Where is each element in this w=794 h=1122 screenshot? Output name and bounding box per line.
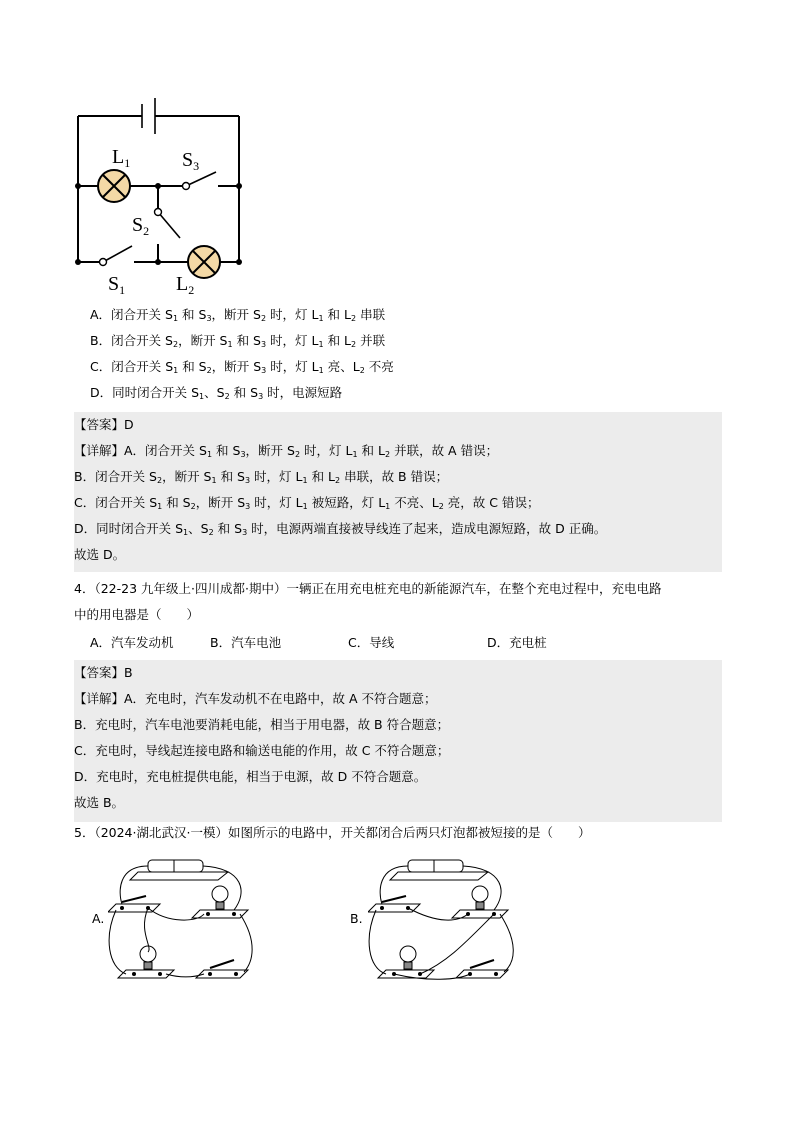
q4-option-a: A．汽车发动机 bbox=[90, 635, 174, 650]
label-S3: $S_3$ bbox=[182, 149, 200, 173]
q4-stem bbox=[74, 576, 661, 628]
subscript: 2 bbox=[172, 340, 179, 349]
subscript: 2 bbox=[438, 502, 444, 511]
subscript: 2 bbox=[385, 450, 391, 459]
q4-option-b: B．汽车电池 bbox=[210, 635, 282, 650]
conclusion: 故选 B。 bbox=[74, 795, 125, 810]
option-b: B．闭合开关 $S_2$，断开 $S_1$ 和 $S_3$ 时，灯 $L_1$ 和 $L_2$ 并联 bbox=[90, 333, 386, 349]
q3-answer bbox=[74, 412, 606, 568]
subscript: 1 bbox=[318, 366, 324, 375]
q4-option-d: D．充电桩 bbox=[487, 635, 547, 650]
subscript: 3 bbox=[260, 340, 267, 349]
detail-line: D．充电时，充电桩提供电能，相当于电源，故 D 不符合题意。 bbox=[74, 769, 427, 784]
stem-line: 中的用电器是（ ） bbox=[74, 607, 200, 622]
subscript: 3 bbox=[258, 392, 264, 401]
label-L1: $L_1$ bbox=[112, 146, 131, 170]
circuit-image-b bbox=[368, 850, 522, 987]
circuit-diagram-q3 bbox=[60, 90, 260, 300]
q5-stem: 5．（2024·湖北武汉·一模）如图所示的电路中，开关都闭合后两只灯泡都被短接的是（ ） bbox=[74, 825, 591, 840]
subscript: 1 bbox=[302, 502, 308, 511]
detail-line: B．充电时，汽车电池要消耗电能，相当于用电器，故 B 符合题意； bbox=[74, 717, 450, 732]
q3-options bbox=[90, 302, 394, 406]
subscript: 3 bbox=[242, 528, 248, 537]
subscript: 1 bbox=[172, 314, 179, 323]
subscript: 3 bbox=[244, 476, 251, 485]
detail-line: B．闭合开关 $S_2$，断开 $S_1$ 和 $S_3$ 时，灯 $L_1$ 和 $L_2$ 串联，故 B 错误； bbox=[74, 469, 449, 485]
subscript: 3 bbox=[261, 366, 267, 375]
circuit-image-a bbox=[108, 852, 260, 987]
subscript: 1 bbox=[318, 340, 324, 349]
subscript: 2 bbox=[294, 450, 301, 459]
subscript: 1 bbox=[183, 528, 189, 537]
option-c: C．闭合开关 $S_1$ 和 $S_2$，断开 $S_3$ 时，灯 $L_1$ 亮、$L_2$ 不亮 bbox=[90, 359, 394, 375]
subscript: 2 bbox=[208, 528, 214, 537]
subscript: 1 bbox=[318, 314, 324, 323]
label-L2: $L_2$ bbox=[176, 273, 195, 297]
answer-label: 【答案】D bbox=[74, 417, 134, 432]
q5-option-b-label: B. bbox=[350, 911, 363, 926]
detail-line: 【详解】A．充电时，汽车发动机不在电路中，故 A 不符合题意； bbox=[74, 691, 437, 706]
answer-label: 【答案】B bbox=[74, 665, 133, 680]
q5-option-a-label: A. bbox=[92, 911, 105, 926]
option-d: D．同时闭合开关 $S_1$、$S_2$ 和 $S_3$ 时，电源短路 bbox=[90, 385, 343, 401]
subscript: 1 bbox=[385, 502, 391, 511]
subscript: 2 bbox=[351, 340, 357, 349]
subscript: 3 bbox=[206, 314, 212, 323]
subscript: 1 bbox=[173, 366, 179, 375]
subscript: 2 bbox=[224, 392, 230, 401]
label-S1: $S_1$ bbox=[108, 273, 126, 297]
detail-line: 【详解】A．闭合开关 $S_1$ 和 $S_3$，断开 $S_2$ 时，灯 $L_1$ 和 $L_2$ 并联，故 A 错误； bbox=[74, 443, 499, 459]
subscript: 1 bbox=[157, 502, 163, 511]
subscript: 3 bbox=[240, 450, 246, 459]
option-a: A．闭合开关 $S_1$ 和 $S_3$，断开 $S_2$ 时，灯 $L_1$ 和 $L_2$ 串联 bbox=[90, 307, 386, 323]
q4-option-c: C．导线 bbox=[348, 635, 395, 650]
subscript: 3 bbox=[245, 502, 251, 511]
subscript: 1 bbox=[211, 476, 217, 485]
conclusion: 故选 D。 bbox=[74, 547, 126, 562]
subscript: 2 bbox=[351, 314, 357, 323]
detail-line: D．同时闭合开关 $S_1$、$S_2$ 和 $S_3$ 时，电源两端直接被导线连了起来，造成电源短路，故 D 正确。 bbox=[74, 521, 607, 537]
detail-line: C．闭合开关 $S_1$ 和 $S_2$，断开 $S_3$ 时，灯 $L_1$ 被短路，灯 $L_1$ 不亮、$L_2$ 亮，故 C 错误； bbox=[74, 495, 540, 511]
subscript: 2 bbox=[335, 476, 341, 485]
subscript: 1 bbox=[227, 340, 233, 349]
subscript: 2 bbox=[260, 314, 267, 323]
subscript: 1 bbox=[206, 450, 213, 459]
subscript: 2 bbox=[190, 502, 196, 511]
label-S2: $S_2$ bbox=[132, 214, 150, 238]
subscript: 2 bbox=[156, 476, 163, 485]
subscript: 2 bbox=[359, 366, 365, 375]
subscript: 1 bbox=[352, 450, 358, 459]
detail-line: C．充电时，导线起连接电路和输送电能的作用，故 C 不符合题意； bbox=[74, 743, 450, 758]
subscript: 1 bbox=[302, 476, 308, 485]
subscript: 2 bbox=[206, 366, 212, 375]
stem-line: 4．（22-23 九年级上·四川成都·期中）一辆正在用充电桩充电的新能源汽车，在整个充电过程中，充电电路 bbox=[74, 581, 662, 596]
q4-answer bbox=[74, 660, 449, 816]
subscript: 1 bbox=[199, 392, 205, 401]
